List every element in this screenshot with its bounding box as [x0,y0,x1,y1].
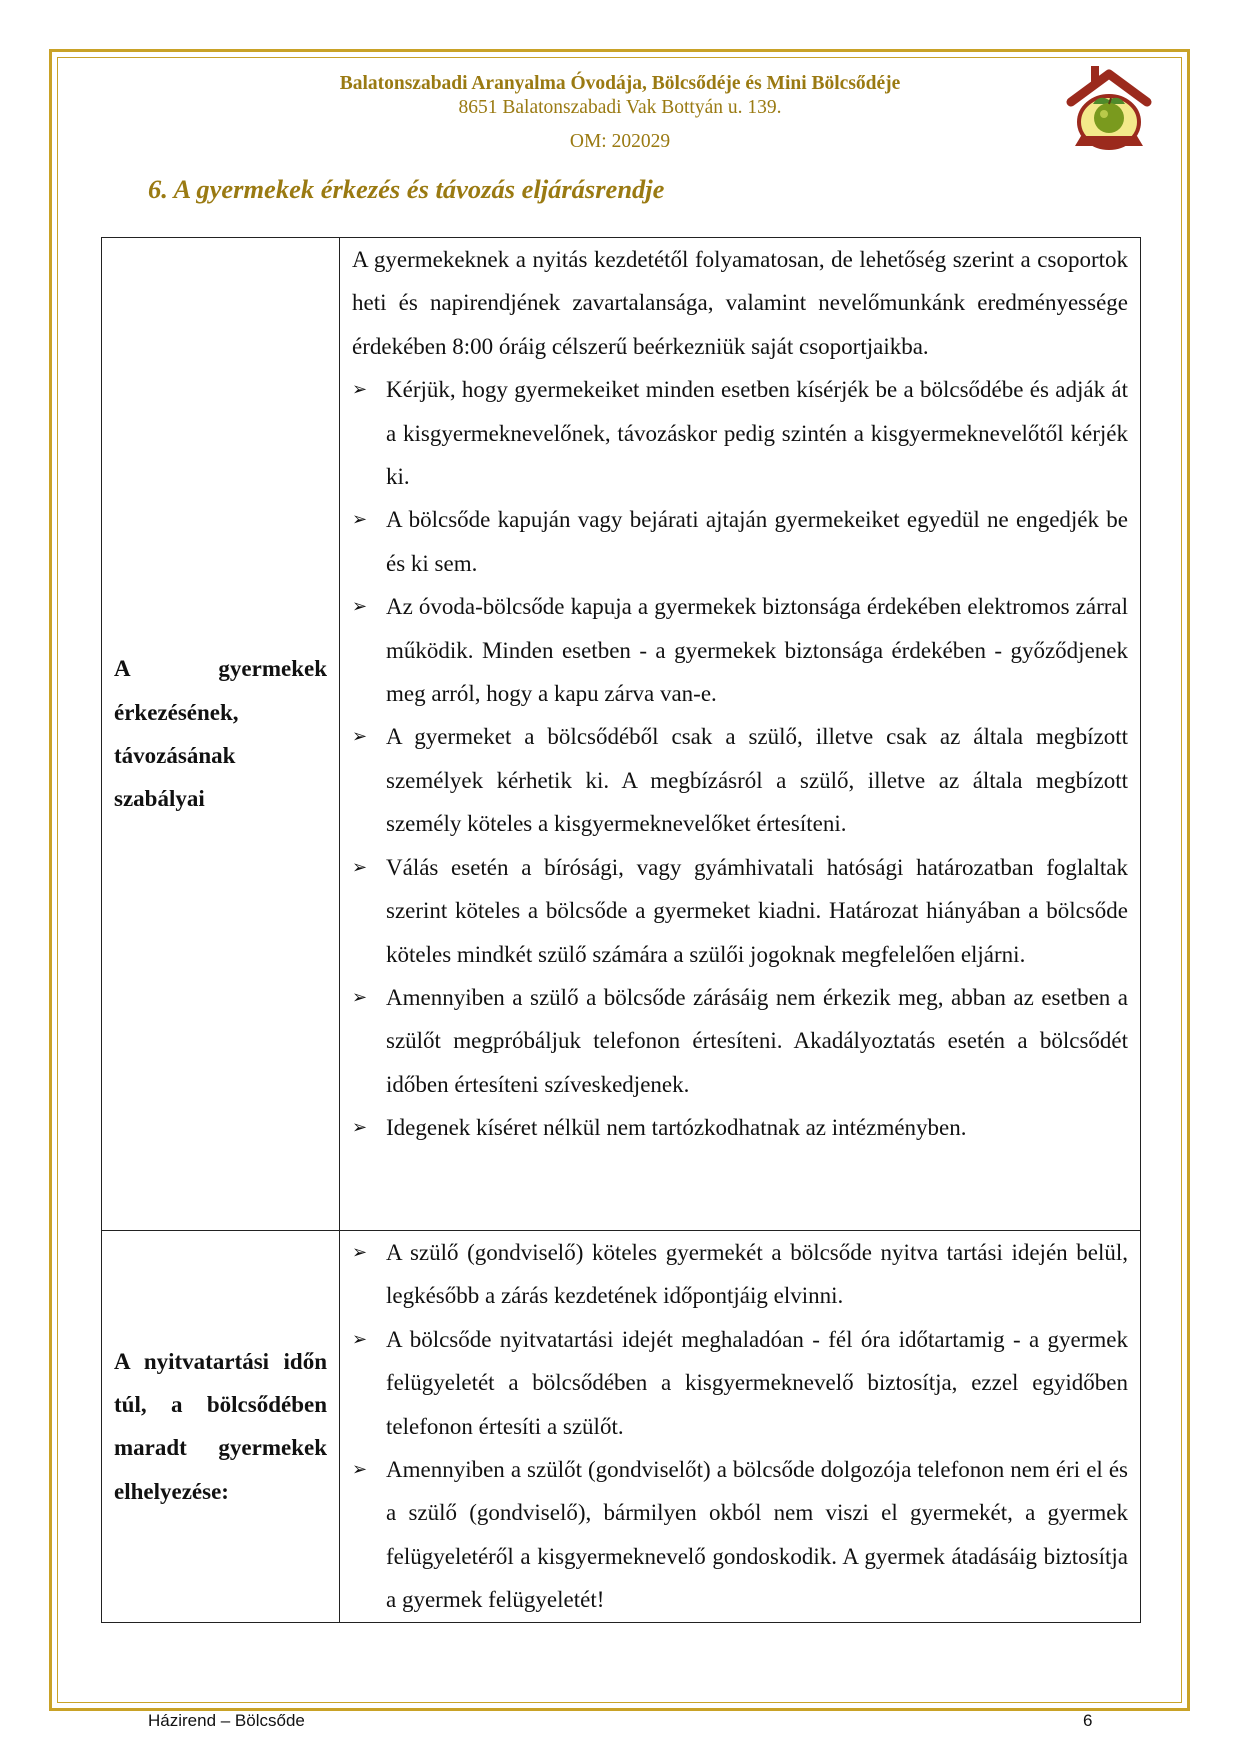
list-item [352,368,1128,498]
rule-list [352,1231,1128,1622]
row-content [340,238,1141,1231]
list-item [352,585,1128,715]
list-item-text: A bölcsőde kapuján vagy bejárati ajtaján gyermekeiket egyedül ne engedjék be és ki sem. [386,507,1128,576]
om-identifier: OM: 202029 [569,131,671,152]
arrowhead-bullet-icon: ➢ [352,596,368,618]
row-content [340,1231,1141,1623]
list-item [352,1231,1128,1318]
list-item-text: Idegenek kíséret nélkül nem tartózkodhatnak az intézményben. [386,1115,967,1141]
table-row [102,238,1141,1231]
apple-house-logo-icon [1063,62,1155,154]
arrowhead-bullet-icon: ➢ [352,1328,368,1350]
arrowhead-bullet-icon: ➢ [352,726,368,748]
table-row [102,1231,1141,1623]
list-item-text: Válás esetén a bírósági, vagy gyámhivatali hatósági határozatban foglaltak szerint köteles a bölcsőde a gyermeket kiadni. Határozat hiányában a bölcsőde köteles mindkét szülő számára a szülői jogoknak megfelelően eljárni. [386,854,1128,967]
page-number: 6 [1083,1711,1093,1730]
document-header [230,72,1010,154]
list-item-text: A szülő (gondviselő) köteles gyermekét a bölcsőde nyitva tartási idején belül, legkésőbb a zárás kezdetének időpontjáig elvinni. [386,1240,1128,1309]
row-label: A gyermekek érkezésének, távozásának szabályai [102,238,340,1231]
list-item-text: Az óvoda-bölcsőde kapuja a gyermekek biztonsága érdekében elektromos zárral működik. Minden esetben - a gyermekek biztonsága érdekében - győződjenek meg arról, hogy a kapu zárva van-e. [386,594,1128,707]
list-item-text: A gyermeket a bölcsődéből csak a szülő, illetve csak az általa megbízott személyek kérhetik ki. A megbízásról a szülő, illetve az általa megbízott személy köteles a kisgyermeknevelőket értesíteni. [386,724,1128,837]
arrowhead-bullet-icon: ➢ [352,1459,368,1481]
organization-name: Balatonszabadi Aranyalma Óvodája, Bölcsődéje és Mini Bölcsődéje [339,73,901,94]
rule-list [352,368,1128,1149]
arrowhead-bullet-icon: ➢ [352,509,368,531]
arrowhead-bullet-icon: ➢ [352,856,368,878]
organization-address: 8651 Balatonszabadi Vak Bottyán u. 139. [458,97,782,118]
arrowhead-bullet-icon: ➢ [352,986,368,1008]
list-item [352,976,1128,1106]
list-item [352,498,1128,585]
list-item [352,1106,1128,1149]
section-title: 6. A gyermekek érkezés és távozás eljárásrendje [148,174,665,204]
list-item-text: Kérjük, hogy gyermekeiket minden esetben kísérjék be a bölcsődébe és adják át a kisgyermeknevelőnek, távozáskor pedig szintén a kisgyermeknevelőtől kérjék ki. [386,377,1128,490]
row-label: A nyitvatartási időn túl, a bölcsődében maradt gyermekek elhelyezése: [102,1231,340,1623]
list-item-text: Amennyiben a szülő a bölcsőde zárásáig nem érkezik meg, abban az esetben a szülőt megpróbáljuk telefonon értesíteni. Akadályoztatás esetén a bölcsődét időben értesíteni szíveskedjenek. [386,984,1128,1097]
rules-table [101,237,1141,1623]
arrowhead-bullet-icon: ➢ [352,379,368,401]
list-item-text: Amennyiben a szülőt (gondviselőt) a bölcsőde dolgozója telefonon nem éri el és a szülő (gondviselő), bármilyen okból nem viszi el gyermekét, a gyermek felügyeletéről a kisgyermeknevelő gondoskodik. A gyermek átadásáig biztosítja a gyermek felügyeletét! [386,1457,1128,1613]
footer-document-title: Házirend – Bölcsőde [148,1711,305,1730]
list-item [352,715,1128,845]
list-item [352,1318,1128,1448]
arrowhead-bullet-icon: ➢ [352,1242,368,1263]
list-item [352,846,1128,976]
intro-paragraph: A gyermekeknek a nyitás kezdetétől folyamatosan, de lehetőség szerint a csoportok heti és napirendjének zavartalansága, valamint nevelőmunkánk eredményessége érdekében 8:00 óráig célszerű beérkezniük saját csoportjaikba. [352,247,1128,359]
list-item [352,1448,1128,1622]
list-item-text: A bölcsőde nyitvatartási idejét meghaladóan - fél óra időtartamig - a gyermek felügyeletét a bölcsődében a kisgyermeknevelő biztosítja, ezzel egyidőben telefonon értesíti a szülőt. [386,1326,1128,1439]
arrowhead-bullet-icon: ➢ [352,1117,368,1139]
